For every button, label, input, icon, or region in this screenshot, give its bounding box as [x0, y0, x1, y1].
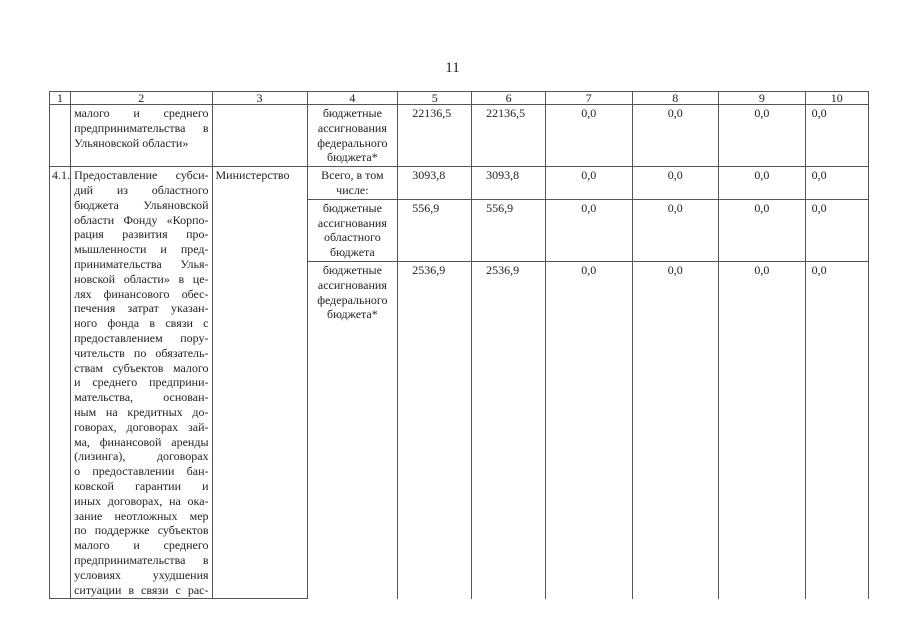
value-cell: 556,9 — [472, 199, 546, 261]
value-cell: 2536,9 — [398, 261, 472, 598]
source-cell: бюджетные ассигнования федерального бюджета* — [307, 261, 398, 598]
name-line: ного фонда в связи с — [74, 316, 209, 331]
name-line: говорах, договорах зай- — [74, 419, 209, 434]
header-cell: 6 — [472, 92, 546, 105]
value-cell: 0,0 — [546, 261, 633, 598]
budget-table — [49, 91, 869, 599]
item-name-cell — [71, 105, 212, 167]
name-line: по поддержке субъектов — [74, 523, 209, 538]
header-cell: 9 — [719, 92, 806, 105]
name-line: предоставлением пору- — [74, 330, 209, 345]
name-line: и среднего предприни- — [74, 375, 209, 390]
page-number: 11 — [445, 60, 460, 76]
value-cell: 3093,8 — [398, 167, 472, 200]
executor-cell — [212, 105, 307, 167]
header-cell: 4 — [307, 92, 398, 105]
value-cell: 0,0 — [632, 261, 719, 598]
continuation-row — [50, 105, 869, 167]
source-cell: бюджетные ассигнования федерального бюджета* — [307, 105, 398, 167]
value-cell: 0,0 — [719, 167, 806, 200]
name-line: рация развития про- — [74, 227, 209, 242]
name-line: ма, финансовой аренды — [74, 434, 209, 449]
value-cell: 2536,9 — [472, 261, 546, 598]
name-line: предпринимательства в — [74, 120, 209, 135]
name-line: мышленности и пред- — [74, 242, 209, 257]
name-line: предпринимательства в — [74, 552, 209, 567]
name-line: области Фонду «Корпо- — [74, 212, 209, 227]
name-line: принимательства Улья- — [74, 256, 209, 271]
value-cell: 0,0 — [632, 167, 719, 200]
header-cell: 7 — [546, 92, 633, 105]
source-cell: бюджетные ассигнования областного бюджета — [307, 199, 398, 261]
name-line: дий из областного — [74, 182, 209, 197]
value-cell: 0,0 — [719, 105, 806, 167]
value-cell: 0,0 — [805, 167, 868, 200]
name-line: малого и среднего — [74, 538, 209, 553]
header-cell: 8 — [632, 92, 719, 105]
header-cell: 2 — [71, 92, 212, 105]
value-cell: 0,0 — [632, 199, 719, 261]
name-line: Ульяновской области» — [74, 135, 189, 150]
name-line: печения затрат указан- — [74, 301, 209, 316]
name-line: Предоставление субси- — [74, 168, 209, 183]
name-line: ситуации в связи с рас- — [74, 582, 209, 597]
name-line: мательства, основан- — [74, 390, 209, 405]
value-cell: 3093,8 — [472, 167, 546, 200]
value-cell: 0,0 — [546, 105, 633, 167]
value-cell: 0,0 — [632, 105, 719, 167]
source-cell: Всего, в том числе: — [307, 167, 398, 200]
name-line: условиях ухудшения — [74, 567, 209, 582]
header-cell: 1 — [50, 92, 71, 105]
header-row — [50, 92, 869, 105]
value-cell: 0,0 — [805, 261, 868, 598]
name-line: (лизинга), договорах — [74, 449, 209, 464]
name-line: малого и среднего — [74, 106, 209, 120]
item-number-cell — [50, 105, 71, 167]
name-line: чительств по обязатель- — [74, 345, 209, 360]
value-cell: 22136,5 — [472, 105, 546, 167]
name-line: ствам субъектов малого — [74, 360, 209, 375]
item-number-cell: 4.1. — [50, 167, 71, 599]
value-cell: 0,0 — [546, 167, 633, 200]
name-line: о предоставлении бан- — [74, 464, 209, 479]
name-line: новской области» в це- — [74, 271, 209, 286]
name-line: ковской гарантии и — [74, 478, 209, 493]
value-cell: 0,0 — [805, 199, 868, 261]
name-line: ным на кредитных до- — [74, 404, 209, 419]
item-name-cell — [71, 167, 212, 599]
value-cell: 0,0 — [546, 199, 633, 261]
item-total-row — [50, 167, 869, 200]
header-cell: 3 — [212, 92, 307, 105]
header-cell: 5 — [398, 92, 472, 105]
name-line: бюджета Ульяновской — [74, 197, 209, 212]
value-cell: 556,9 — [398, 199, 472, 261]
name-line: иных договорах, на ока- — [74, 493, 209, 508]
name-line: зание неотложных мер — [74, 508, 209, 523]
value-cell: 0,0 — [719, 261, 806, 598]
executor-cell: Министерство — [212, 167, 307, 599]
value-cell: 0,0 — [805, 105, 868, 167]
value-cell: 0,0 — [719, 199, 806, 261]
value-cell: 22136,5 — [398, 105, 472, 167]
name-line: лях финансового обес- — [74, 286, 209, 301]
header-cell: 10 — [805, 92, 868, 105]
